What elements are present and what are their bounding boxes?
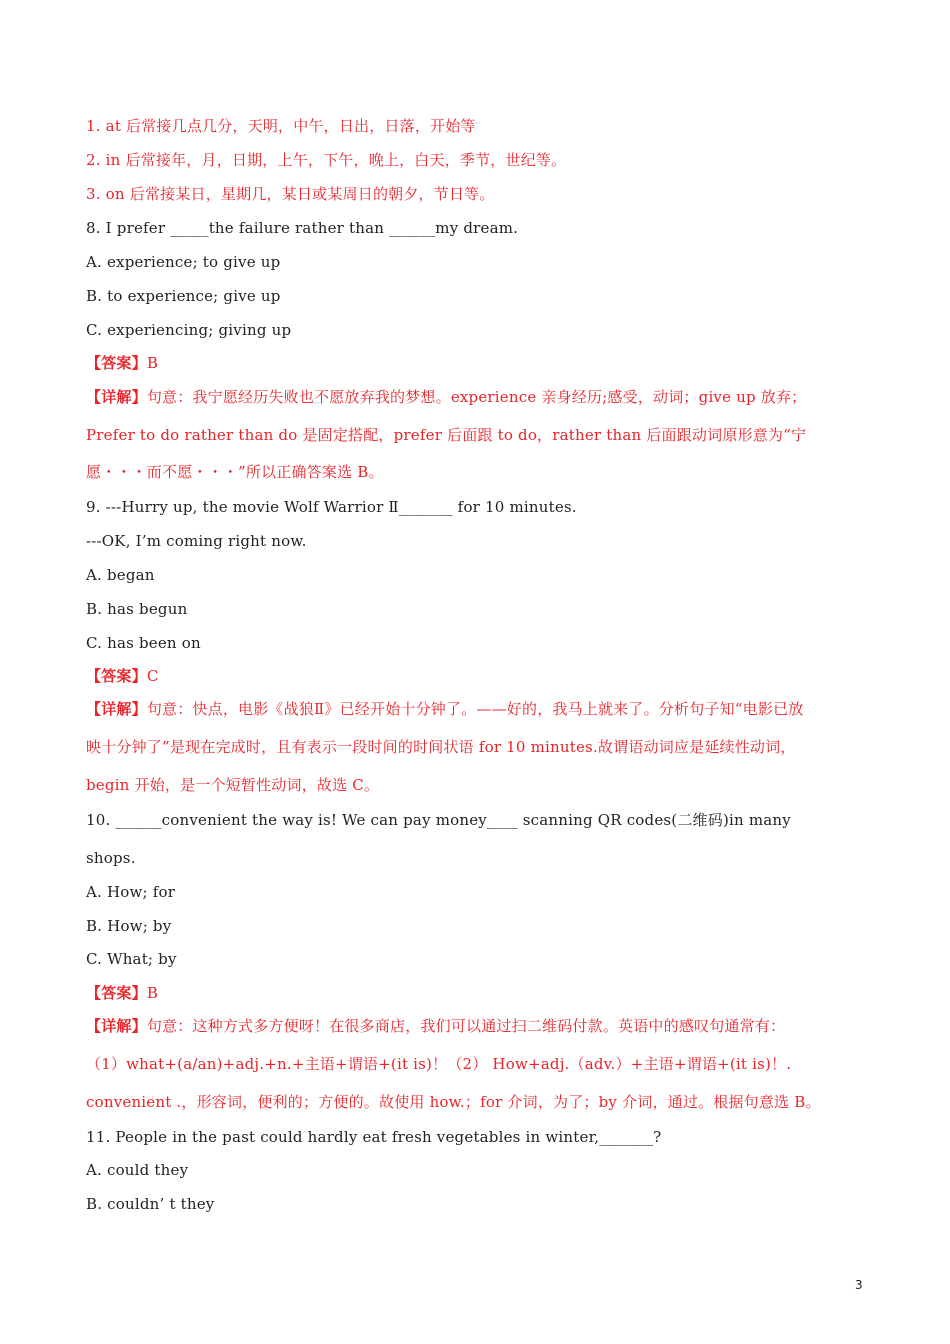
answer-value: B [146,354,159,372]
answer-tag: 【答案】 [86,984,147,1002]
question-8-answer [86,353,876,373]
answer-tag: 【答案】 [86,354,147,372]
detail-text: 句意：这种方式多方便呀！在很多商店，我们可以通过扫二维码付款。英语中的感叹句通常有： [146,1017,786,1035]
question-11-option-b: B. couldn’ t they [86,1195,215,1213]
question-11-option-a: A. could they [86,1161,189,1179]
question-10-option-c: C. What; by [86,950,177,968]
note-line-2: 2. in 后常接年，月，日期，上午，下午，晚上，白天，季节，世纪等。 [86,151,567,169]
question-8-option-b: B. to experience; give up [86,287,281,305]
question-11-stem: 11. People in the past could hardly eat fresh vegetables in winter,_______? [86,1128,662,1146]
detail-tag: 【详解】 [86,1017,147,1035]
question-9-detail-line-1 [86,699,876,719]
question-10-detail-line-1 [86,1016,876,1036]
question-9-option-a: A. began [86,566,155,584]
question-8-detail-line-2: Prefer to do rather than do 是固定搭配，prefer 后面跟 to do，rather than 后面跟动词原形意为“宁 [86,426,807,444]
detail-tag: 【详解】 [86,388,147,406]
answer-value: B [146,984,159,1002]
question-10-detail-line-2: （1）what+(a/an)+adj.+n.+主语+谓语+(it is)！（2） How+adj.（adv.）+主语+谓语+(it is)！. [86,1055,792,1073]
detail-text: 句意：我宁愿经历失败也不愿放弃我的梦想。experience 亲身经历;感受，动词；give up 放弃； [146,388,807,406]
note-line-1: 1. at 后常接几点几分，天明，中午，日出，日落，开始等 [86,117,476,135]
detail-tag: 【详解】 [86,700,147,718]
page-number: 3 [855,1278,863,1292]
question-9-stem: 9. ---Hurry up, the movie Wolf Warrior Ⅱ_______ for 10 minutes. [86,498,577,516]
answer-tag: 【答案】 [86,667,147,685]
question-8-option-c: C. experiencing; giving up [86,321,292,339]
question-10-detail-line-3: convenient .，形容词，便利的；方便的。故使用 how.；for 介词，为了；by 介词，通过。根据句意选 B。 [86,1093,821,1111]
question-8-detail-line-3: 愿・・・而不愿・・・”所以正确答案选 B。 [86,463,384,481]
question-10-option-b: B. How; by [86,917,172,935]
question-8-detail-line-1 [86,387,876,407]
question-10-option-a: A. How; for [86,883,176,901]
question-8-stem: 8. I prefer _____the failure rather than ______my dream. [86,219,519,237]
question-8-option-a: A. experience; to give up [86,253,281,271]
note-line-3: 3. on 后常接某日，星期几，某日或某周日的朝夕，节日等。 [86,185,495,203]
question-9-option-c: C. has been on [86,634,201,652]
answer-value: C [146,667,159,685]
question-9-stem-reply: ---OK, I’m coming right now. [86,532,307,550]
detail-text: 句意：快点，电影《战狼Ⅱ》已经开始十分钟了。——好的，我马上就来了。分析句子知“电影已放 [146,700,804,718]
question-10-stem-continued: shops. [86,849,136,867]
question-10-stem: 10. ______convenient the way is! We can pay money____ scanning QR codes(二维码)in many [86,811,791,829]
question-9-detail-line-2: 映十分钟了”是现在完成时，且有表示一段时间的时间状语 for 10 minutes.故谓语动词应是延续性动词， [86,738,796,756]
question-10-answer [86,983,876,1003]
question-9-answer [86,666,876,686]
question-9-option-b: B. has begun [86,600,188,618]
question-9-detail-line-3: begin 开始，是一个短暂性动词，故选 C。 [86,776,380,794]
